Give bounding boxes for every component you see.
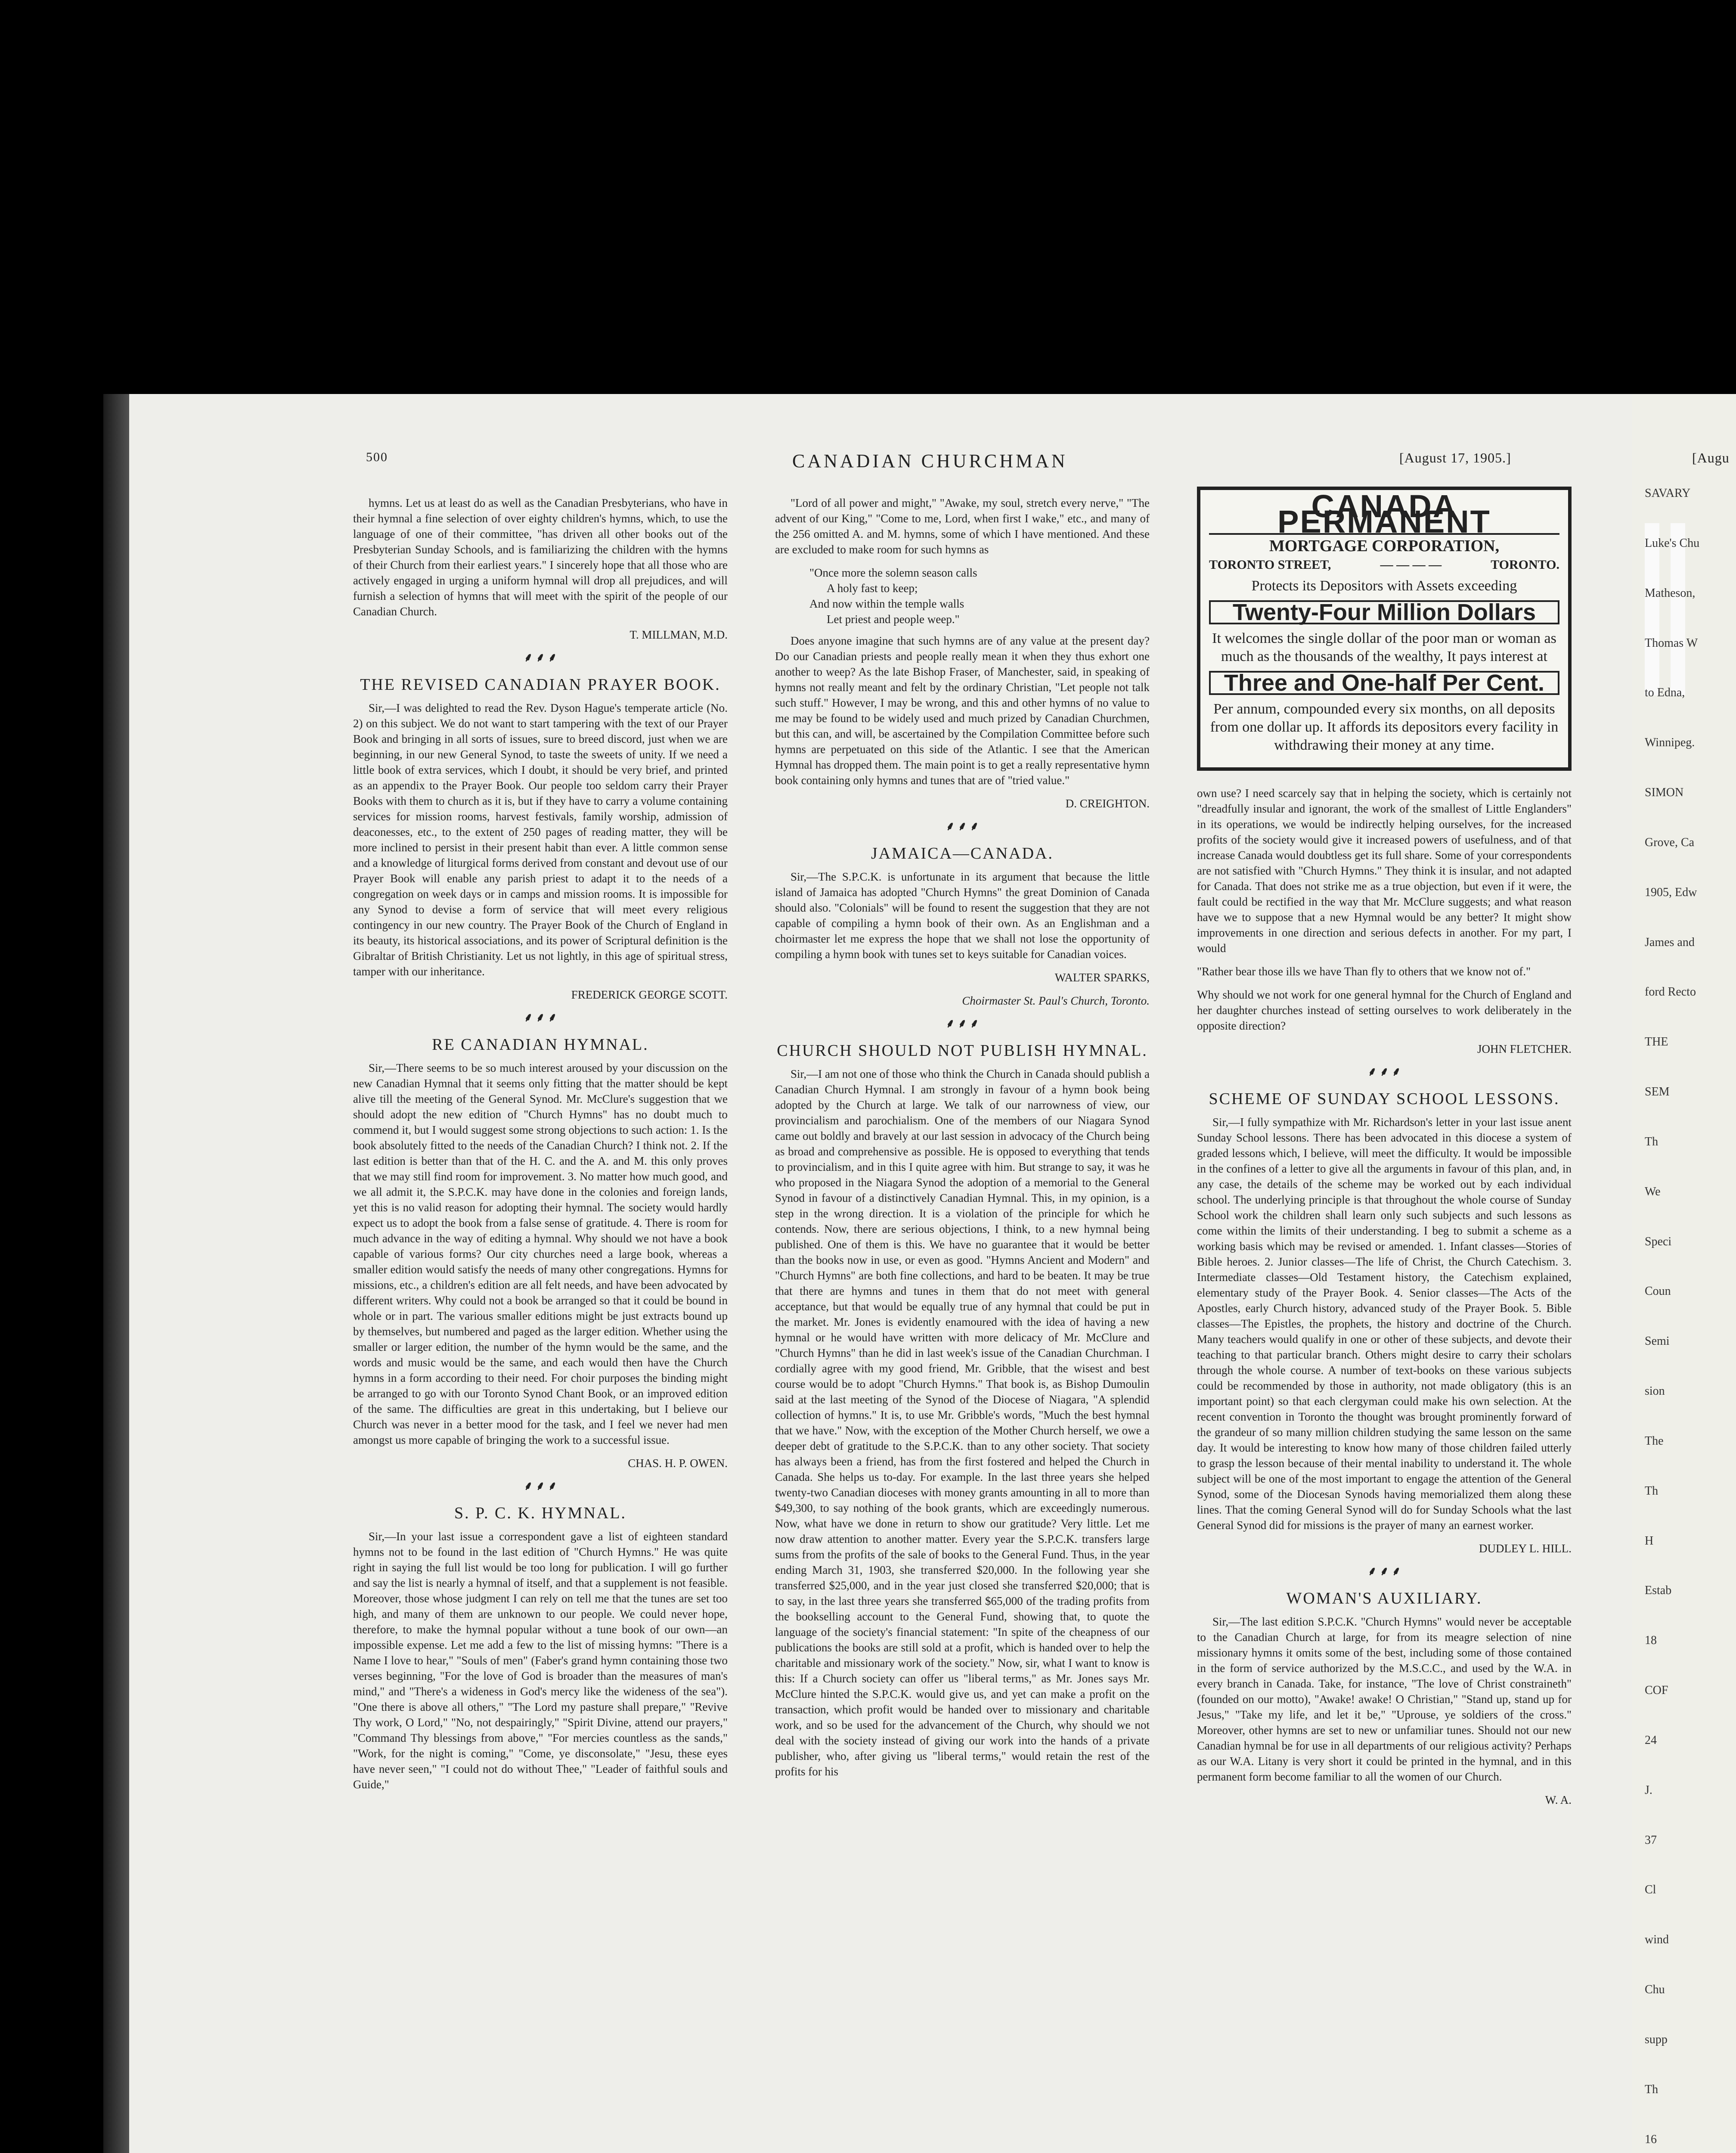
adjacent-page-fragment: COF: [1645, 1684, 1668, 1697]
adjacent-page-fragment: Speci: [1645, 1235, 1672, 1248]
adjacent-page-fragment: sion: [1645, 1384, 1665, 1398]
ornament: ⸙ ⸙ ⸙: [524, 1480, 557, 1493]
ad-text: Protects its Depositors with Assets exceeding: [1251, 578, 1517, 594]
adjacent-page-fragment: Th: [1645, 1484, 1658, 1498]
adjacent-page-fragment: Estab: [1645, 1584, 1672, 1597]
adjacent-page-fragment: James and: [1645, 936, 1695, 949]
signature: FREDERICK GEORGE SCOTT.: [571, 988, 728, 1001]
ad-highlight: Twenty-Four Million Dollars: [1209, 600, 1559, 624]
article-text: Sir,—In your last issue a correspondent gave a list of eighteen standard hymns not to be found in the last edition of "Church Hymns." He was quite right in saying the full list would be too long for publication. I will go further and say the list is nearly a hymnal of itself, and that a supplement is not feasible. Moreover, those whose judgment I can rely on tell me that the tunes are set too high, and many of them are unknown to our people. We could never hope, therefore, to make the hymnal popular without a tune book of our own—an impossible expense. Let me add a few to the list of missing hymns: "There is a Name I love to hear," "Souls of men" (Faber's grand hymn containing those two verses beginning, "For the love of God is broader than the measures of man's mind," and "There's a wideness in God's mercy like the wideness of the sea"). "One there is above all others," "The Lord my pasture shall prepare," "Revive Thy work, O Lord," "No, not despairingly," "Spirit Divine, attend our prayers," "Command Thy blessings from above," "For mercies countless as the sands," "Work, for the night is coming," "Come, ye disconsolate," "Jesu, these eyes have never seen," "I could not do without Thee," "Leader of faithful souls and Guide,": [353, 1530, 728, 1791]
page-title: CANADIAN CHURCHMAN: [792, 450, 1068, 472]
article-text: Sir,—The last edition S.P.C.K. "Church Hymns" would never be acceptable to the Canadian Church at large, for from its meagre selection of nine missionary hymns it omits some of the best, including some of those contained in the form of service authorized by the M.S.C.C., and used by the W.A. in every branch in Canada. Take, for instance, "The love of Christ constraineth" (founded on our motto), "Awake! awake! O Christian," "Stand up, stand up for Jesus," "Take my life, and let it be," "Uprouse, ye soldiers of the cross." Moreover, other hymns are set to new or unfamiliar tunes. Should not our new Canadian hymnal be for use in all departments of our religious activity? Perhaps as our W.A. Litany is very short it could be printed in the hymnal, and in this permanent form become familiar to all the women of our Church.: [1197, 1615, 1572, 1783]
bank-advertisement: [1197, 487, 1572, 771]
article-text: hymns. Let us at least do as well as the Canadian Presbyterians, who have in their hymnal a fine selection of over eighty children's hymns, which, to use the language of one of their committee, "has driven all other books out of the Presbyterian Sunday Schools, and is familiarizing the children with the hymns of their Church from their earliest years." I sincerely hope that all those who are actively engaged in urging a uniform hymnal will drop all prejudices, and will furnish a selection of hymns that will meet with the spirit of the people of our Canadian Church.: [353, 496, 728, 618]
adjacent-page-fragment: 16: [1645, 2133, 1657, 2146]
article-text: Does anyone imagine that such hymns are of any value at the present day? Do our Canadian priests and people really mean it when they thus exhort one another to weep? As the late Bishop Fraser, of Manchester, said, in speaking of hymns not really meant and felt by the ordinary Christian, "Let people not talk such stuff." However, I may be wrong, and this and other hymns of no value to me may be found to be widely used and much prized by Canadian Churchmen, but this can, and will, be ascertained by the Compilation Committee before such hymns are perpetuated on this side of the Atlantic. I see that the American Hymnal has dropped them. The main point is to get a really representative hymn book containing only hymns and tunes that are of "tried value.": [775, 634, 1150, 787]
signature: DUDLEY L. HILL.: [1479, 1542, 1572, 1555]
article-heading: WOMAN'S AUXILIARY.: [1286, 1589, 1482, 1607]
article-text: Sir,—I am not one of those who think the Church in Canada should publish a Canadian Church Hymnal. I am strongly in favour of a hymn book being adopted by the Church at large. We talk of our narrowness of view, our provincialism and parochialism. One of the members of our Niagara Synod came out boldly and bravely at our last session in advocacy of the Church being as broad and comprehensive as possible. He is opposed to everything that tends to provincialism, and in this I quite agree with him. But strange to say, it was he who proposed in the Niagara Synod the adoption of a memorial to the General Synod in favour of a distinctively Canadian Hymnal. This, in my opinion, is a step in the wrong direction. It is a violation of the principle for which he contends. Now, there are serious objections, I think, to a new hymnal being published. One of them is this. We have no guarantee that it would be better than the books now in use, or even as good. "Hymns Ancient and Modern" and "Church Hymns" are both fine collections, and hard to be beaten. It may be true that there are hymns and tunes in them that do not meet with general acceptance, but that would be equally true of any hymnal that could be put in the market. Mr. Jones is evidently enamoured with the idea of having a new hymnal or he would have written with more delicacy of Mr. McClure and "Church Hymns" than he did in last week's issue of the Canadian Churchman. I cordially agree with my good friend, Mr. Gribble, that the wisest and best course would be to adopt "Church Hymns." That book is, as Bishop Dumoulin said at the last meeting of the Synod of the Diocese of Niagara, "A splendid collection of hymns." It is, to use Mr. Gribble's words, "Much the best hymnal that we have." Now, with the exception of the Mother Church herself, we owe a deeper debt of gratitude to the S.P.C.K. than to any other society. That society has always been a friend, has from the first fostered and helped the Church in Canada. She helps us to-day. For example. In the last three years she helped twenty-two Canadian dioceses with money grants amounting in all to more than $49,300, to say nothing of the book grants, which are exceedingly numerous. Now, what have we done in return to show our gratitude? Very little. Let me now draw attention to another matter. Every year the S.P.C.K. transfers large sums from the profits of the sale of books to the General Fund. Thus, in the year ending March 31, 1903, she transferred $20,000. In the following year she transferred $25,000, and in the year just closed she transferred $20,000; that is to say, in the last three years she transferred $65,000 of the trading profits from the bookselling account to the General Fund, showing that, to quote the language of the society's financial statement: "In spite of the cheapness of our publications the books are still sold at a profit, which is handed over to help the charitable and missionary work of the society." Now, sir, what I want to know is this: If a Church society can offer us "liberal terms," as Mr. Jones says Mr. McClure hinted the S.P.C.K. would give us, and yet can make a profit on the transaction, which profit would be handed over to missionary and charitable work, and so be used for the advancement of the Church, why should we not deal with the society instead of giving our work into the hands of a private publisher, who, after giving us "liberal terms," would retain the rest of the profits for his: [775, 1067, 1150, 1778]
ornament: ⸙ ⸙ ⸙: [1367, 1065, 1401, 1079]
adjacent-page-fragment: 18: [1645, 1634, 1657, 1647]
article-heading: CHURCH SHOULD NOT PUBLISH HYMNAL.: [777, 1042, 1148, 1060]
ad-company-name: CANADA PERMANENT: [1209, 499, 1559, 535]
signature-affiliation: Choirmaster St. Paul's Church, Toronto.: [962, 994, 1150, 1007]
ad-subtitle: MORTGAGE CORPORATION,: [1269, 537, 1500, 555]
signature: WALTER SPARKS,: [1054, 971, 1150, 984]
article-text: Sir,—The S.P.C.K. is unfortunate in its argument that because the little island of Jamaica has adopted "Church Hymns" the great Dominion of Canada should also. "Colonials" will be found to resent the suggestion that they are not capable of compiling a hymn book of their own. As an Englishman and a choirmaster let me express the hope that we shall not lose the opportunity of compiling a hymn book with tunes set to keys suitable for Canadian voices.: [775, 870, 1150, 961]
page-number: 500: [366, 450, 388, 464]
article-heading: JAMAICA—CANADA.: [871, 844, 1054, 862]
ad-address: [1209, 557, 1559, 573]
column-1: [353, 495, 728, 1800]
ad-city: TORONTO.: [1491, 558, 1559, 572]
adjacent-page-fragment: Cl: [1645, 1883, 1656, 1896]
ad-street: TORONTO STREET,: [1209, 558, 1331, 572]
adjacent-page-fragment: Grove, Ca: [1645, 836, 1695, 849]
page-date: [August 17, 1905.]: [1399, 450, 1511, 465]
article-text: Why should we not work for one general hymnal for the Church of England and her daughter churches instead of setting ourselves to work deliberately in the opposite direction?: [1197, 988, 1572, 1032]
article-heading: S. P. C. K. HYMNAL.: [454, 1504, 627, 1522]
ad-highlight: Three and One-half Per Cent.: [1209, 671, 1559, 695]
adjacent-page-fragment: The: [1645, 1434, 1664, 1448]
article-text: Sir,—I was delighted to read the Rev. Dyson Hague's temperate article (No. 2) on this subject. We do not want to start tampering with the text of our Prayer Book and bringing in all sorts of issues, sure to breed discord, just when we are beginning, in our new General Synod, to taste the sweets of unity. If we need a little book of extra services, which I doubt, it should be very brief, and printed as an appendix to the Prayer Book. Our people too seldom carry their Prayer Books with them to church as it is, but if they have to carry a volume containing services for mission rooms, harvest festivals, family worship, admission of deaconesses, etc., to the extent of 250 pages of reading matter, they will be more inclined to persist in their present habit than ever. A little common sense and a knowledge of liturgical forms derived from constant and devout use of our Prayer Book will enable any parish priest to adapt it to the needs of a congregation on week days or in camps and mission rooms. It is impossible for any Synod to devise a form of service that will meet every religious contingency in our new country. The Prayer Book of the Church of England in its beauty, its historical associations, and its power of Scriptural definition is the Gibraltar of British Christianity. Let us not lightly, in this age of spiritual stress, tamper with our inheritance.: [353, 701, 728, 978]
adjacent-page-fragment: Thomas W: [1645, 636, 1698, 650]
signature: JOHN FLETCHER.: [1477, 1042, 1572, 1055]
adjacent-page-fragment: H: [1645, 1534, 1654, 1548]
article-heading: RE CANADIAN HYMNAL.: [432, 1036, 649, 1054]
adjacent-page-fragment: SEM: [1645, 1085, 1670, 1098]
article-heading: THE REVISED CANADIAN PRAYER BOOK.: [360, 676, 721, 694]
ad-text: It welcomes the single dollar of the poor man or woman as much as the thousands of the wealthy, It pays interest at: [1212, 630, 1556, 664]
adjacent-page-fragment: Chu: [1645, 1983, 1665, 1996]
article-text: "Lord of all power and might," "Awake, my soul, stretch every nerve," "The advent of our King," "Come to me, Lord, when first I wake," etc., and many of the 256 omitted A. and M. hymns, some of which I have mentioned. And these are excluded to make room for such hymns as: [775, 496, 1150, 556]
article-heading: SCHEME OF SUNDAY SCHOOL LESSONS.: [1209, 1090, 1560, 1108]
ad-text: Per annum, compounded every six months, on all deposits from one dollar up. It affords its depositors every facility in withdrawing their money at any time.: [1210, 701, 1559, 753]
adjacent-page-fragment: 1905, Edw: [1645, 886, 1697, 899]
ornament: ⸙ ⸙ ⸙: [524, 651, 557, 664]
signature: W. A.: [1545, 1793, 1572, 1806]
verse-line: "Once more the solemn season calls: [809, 566, 977, 579]
adjacent-page-fragment: Th: [1645, 2083, 1658, 2096]
adjacent-page-fragment: 37: [1645, 1833, 1657, 1847]
ornament: ⸙ ⸙ ⸙: [946, 820, 979, 833]
adjacent-page-fragment: Coun: [1645, 1284, 1671, 1298]
article-text: Sir,—There seems to be so much interest aroused by your discussion on the new Canadian Hymnal that it seems only fitting that the matter should be kept alive till the meeting of the General Synod. Mr. McClure's suggestion that we should adopt the new edition of "Church Hymns" has no doubt much to commend it, but I would suggest some strong objections to such action: 1. Is the book absolutely fitted to the needs of the Canadian Church? I think not. 2. If the last edition is better than that of the H. C. and the A. and M. this only proves that we may still find room for improvement. 3. No matter how much good, and we all admit it, the S.P.C.K. may have done in the colonies and foreign lands, yet this is no valid reason for adopting their hymnal. The society would hardly expect us to adopt the book from a false sense of gratitude. 4. There is room for much advance in the way of editing a hymnal. Why should we not have a book capable of various forms? Our city churches need a large book, whereas a smaller edition would satisfy the needs of many other congregations. Hymns for missions, etc., a children's edition are all felt needs, and have been advocated by different writers. Why could not a book be arranged so that it could be bound in whole or in part. The various smaller editions might be just extracts bound up by themselves, but numbered and paged as the larger edition. Whether using the smaller or larger edition, the number of the hymn would be the same, and the words and music would be the same, and each would then have the Church hymns in a form according to their need. For choir purposes the binding might be arranged to go with our Toronto Synod Chant Book, or an improved edition of the same. The difficulties are great in this undertaking, but I believe our Church was never in a better mood for the task, and I feel we never had men amongst us more capable of bringing the work to a successful issue.: [353, 1061, 728, 1446]
adjacent-page-fragment: to Edna,: [1645, 686, 1685, 699]
column-2: [775, 495, 1150, 1787]
article-text: own use? I need scarcely say that in helping the society, which is certainly not "dreadfully insular and ignorant, the work of the smallest of Little Englanders" in its operations, we would be indirectly helping ourselves, for the increased profits of the society would give it increased powers of usefulness, and of that increase Canada would doubtless get its full share. Some of your correspondents are not satisfied with "Church Hymns." They think it is insular, and not adapted for Canada. That does not strike me as a true objection, but even if it were, the fault could be rectified in the way that Mr. McClure suggests; and what reason have we to suppose that a new Hymnal would be any better? It might show improvements in one direction and serious defects in another. For my part, I would: [1197, 787, 1572, 955]
ornament: ⸙ ⸙ ⸙: [946, 1017, 979, 1030]
adjacent-page-fragment: J.: [1645, 1784, 1652, 1797]
next-page-header-fragment: [Augu: [1692, 450, 1730, 465]
verse-line: And now within the temple walls: [809, 597, 964, 610]
adjacent-page-fragment: Th: [1645, 1135, 1658, 1148]
adjacent-page-fragment: ford Recto: [1645, 985, 1696, 999]
signature: D. CREIGHTON.: [1065, 797, 1150, 810]
verse-line: Let priest and people weep.": [827, 613, 960, 626]
ad-dashes: — — — —: [1380, 558, 1442, 572]
adjacent-page-fragment: 24: [1645, 1734, 1657, 1747]
adjacent-page-fragment: We: [1645, 1185, 1661, 1198]
signature: T. MILLMAN, M.D.: [629, 628, 728, 641]
verse-line: A holy fast to keep;: [827, 582, 918, 595]
quotation: "Rather bear those ills we have Than fly to others that we know not of.": [1197, 965, 1531, 978]
hymn-verse: [809, 565, 1150, 627]
article-text: Sir,—I fully sympathize with Mr. Richardson's letter in your last issue anent Sunday School lessons. There has been advocated in this diocese a system of graded lessons which, I believe, will meet the difficulty. It would be impossible in the confines of a letter to give all the arguments in favour of this plan, and, in any case, the details of the scheme may be worked out by each individual school. The underlying principle is that throughout the whole course of Sunday School work the children shall learn only such subjects and such lessons as come within the limits of their understanding. I beg to submit a scheme as a working basis which may be revised or amended. 1. Infant classes—Stories of Bible heroes. 2. Junior classes—The life of Christ, the Church Catechism. 3. Intermediate classes—Old Testament history, the Catechism explained, elementary study of the Prayer Book. 4. Senior classes—The Acts of the Apostles, early Church history, advanced study of the Prayer Book. 5. Bible classes—The Epistles, the prophets, the history and doctrine of the Church. Many teachers would qualify in one or other of these subjects, and devote their teaching to that particular branch. Others might desire to carry their scholars through the whole course. A number of text-books on these various subjects could be recommended by those in authority, not made obligatory (this is an important point) so that each clergyman could make his own selection. At the recent convention in Toronto the thought was brought prominently forward of the grandeur of so many million children studying the same lesson on the same day. It would be interesting to know how many of those children failed utterly to grasp the lesson because of their mental inability to understand it. The whole subject will be one of the most important to engage the attention of the General Synod, some of the Diocesan Synods having memorialized them along these lines. That the coming General Synod will do for Sunday Schools what the last General Synod did for missions is the prayer of many an earnest worker.: [1197, 1116, 1572, 1532]
adjacent-page-fragment: Semi: [1645, 1334, 1670, 1348]
adjacent-page-fragment: SIMON: [1645, 786, 1684, 799]
ornament: ⸙ ⸙ ⸙: [524, 1011, 557, 1024]
adjacent-page-fragment: THE: [1645, 1035, 1668, 1049]
adjacent-page-fragment: Winnipeg.: [1645, 736, 1695, 749]
column-3: [1197, 487, 1572, 1815]
adjacent-page-fragment: SAVARY: [1645, 487, 1691, 500]
signature: CHAS. H. P. OWEN.: [628, 1457, 728, 1470]
ornament: ⸙ ⸙ ⸙: [1367, 1565, 1401, 1578]
adjacent-page-fragment: wind: [1645, 1933, 1669, 1946]
adjacent-page-fragment: Matheson,: [1645, 586, 1696, 600]
adjacent-page-fragment: supp: [1645, 2033, 1668, 2046]
adjacent-page-fragment: Luke's Chu: [1645, 537, 1700, 550]
